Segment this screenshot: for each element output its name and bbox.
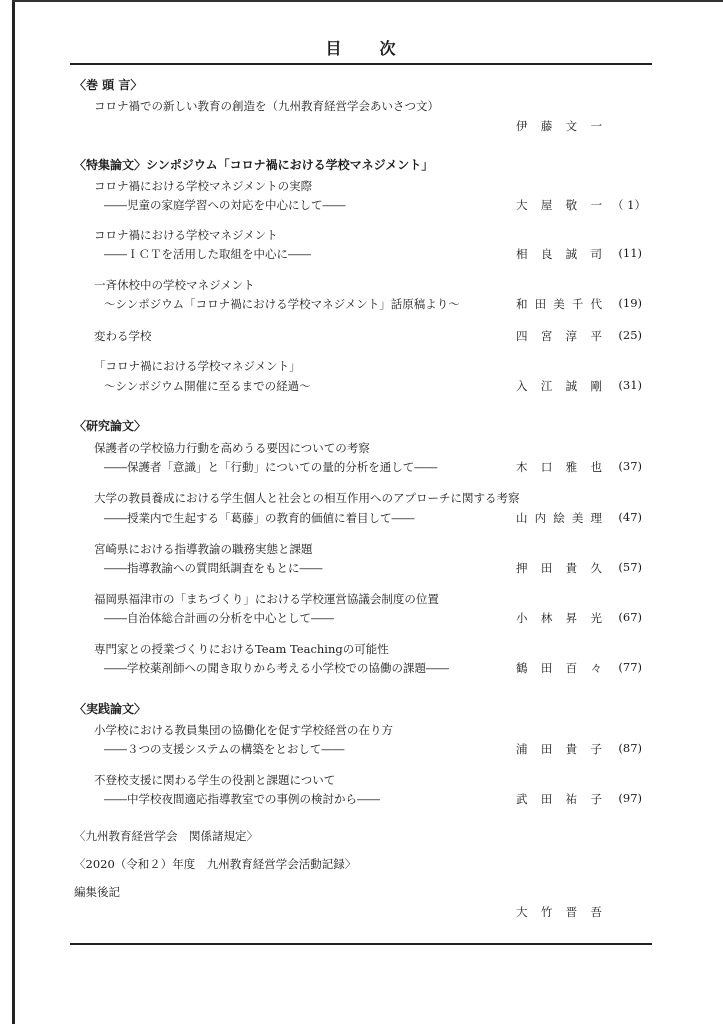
entry-page: (19) xyxy=(618,296,642,310)
entry-subtitle: ――指導教諭への質問紙調査をもとに―― xyxy=(104,561,323,575)
section-heading-jissen: 〈実践論文〉 xyxy=(74,702,147,716)
entry-title: 福岡県福津市の「まちづくり」における学校運営協議会制度の位置 xyxy=(94,592,439,606)
entry-subtitle: ――授業内で生起する「葛藤」の教育的価値に着目して―― xyxy=(104,511,415,525)
entry-title: 宮崎県における指導教諭の職務実態と課題 xyxy=(94,542,313,556)
entry-author: 大屋敬一 xyxy=(516,198,602,212)
entry-page: (57) xyxy=(618,560,642,574)
entry-subtitle: ――学校薬剤師への聞き取りから考える小学校での協働の課題―― xyxy=(104,661,449,675)
entry-subtitle: ――保護者「意識」と「行動」についての量的分析を通して―― xyxy=(104,460,438,474)
entry-page: (31) xyxy=(618,378,642,392)
section-heading-kenkyu: 〈研究論文〉 xyxy=(74,419,147,433)
katsudo-heading: 〈2020（令和２）年度 九州教育経営学会活動記録〉 xyxy=(74,857,357,871)
top-rule xyxy=(70,63,652,65)
entry-subtitle: ――３つの支援システムの構築をとおして―― xyxy=(104,742,345,756)
entry-title: 不登校支援に関わる学生の役割と課題について xyxy=(94,773,336,787)
entry-author: 木口雅也 xyxy=(516,460,602,474)
entry-title: コロナ禍における学校マネジメントの実際 xyxy=(94,179,313,193)
page-title: 目 次 xyxy=(325,39,398,58)
henshu-heading: 編集後記 xyxy=(74,885,120,899)
entry-page: (11) xyxy=(618,246,642,260)
entry-subtitle: ――ＩＣＴを活用した取組を中心に―― xyxy=(104,247,311,261)
entry-author: 浦田貴子 xyxy=(516,742,602,756)
entry-page: (67) xyxy=(618,610,642,624)
entry-subtitle: ～シンポジウム開催に至るまでの経過～ xyxy=(104,379,311,393)
entry-author: 武田祐子 xyxy=(516,792,602,806)
entry-title: コロナ禍での新しい教育の創造を（九州教育経営学会あいさつ文） xyxy=(94,99,439,113)
entry-title: 一斉休校中の学校マネジメント xyxy=(94,278,255,292)
entry-title: 大学の教員養成における学生個人と社会との相互作用へのアプローチに関する考察 xyxy=(94,491,520,505)
entry-page: (47) xyxy=(618,510,642,524)
entry-title: 保護者の学校協力行動を高めうる要因についての考察 xyxy=(94,441,370,455)
entry-author: 小林昇光 xyxy=(516,611,602,625)
henshu-author: 大竹晋吾 xyxy=(516,905,602,919)
entry-page: （ 1） xyxy=(612,198,646,212)
bottom-rule xyxy=(70,943,652,945)
scan-edge-left xyxy=(12,0,15,1024)
entry-subtitle: ～シンポジウム「コロナ禍における学校マネジメント」話原稿より～ xyxy=(104,297,460,311)
entry-page: (97) xyxy=(618,791,642,805)
entry-author: 入江誠剛 xyxy=(516,379,602,393)
entry-author: 伊藤文一 xyxy=(516,119,602,133)
entry-title: コロナ禍における学校マネジメント xyxy=(94,228,278,242)
entry-author: 鶴田百々 xyxy=(516,661,602,675)
entry-title: 小学校における教員集団の協働化を促す学校経営の在り方 xyxy=(94,723,393,737)
entry-author: 和田美千代 xyxy=(516,297,602,311)
entry-author: 四宮淳平 xyxy=(516,329,602,343)
entry-title: 専門家との授業づくりにおけるTeam Teachingの可能性 xyxy=(94,642,389,656)
entry-page: (77) xyxy=(618,660,642,674)
entry-title: 変わる学校 xyxy=(94,329,152,343)
scan-edge-top xyxy=(12,0,723,2)
section-heading-kantogen: 〈巻 頭 言〉 xyxy=(74,78,143,92)
entry-author: 押田貴久 xyxy=(516,561,602,575)
entry-page: (25) xyxy=(618,328,642,342)
entry-title: 「コロナ禍における学校マネジメント」 xyxy=(94,359,301,373)
entry-subtitle: ――児童の家庭学習への対応を中心にして―― xyxy=(104,198,346,212)
kitei-heading: 〈九州教育経営学会 関係諸規定〉 xyxy=(74,829,258,843)
section-heading-tokushu: 〈特集論文〉シンポジウム「コロナ禍における学校マネジメント」 xyxy=(74,158,434,172)
entry-page: (87) xyxy=(618,741,642,755)
entry-author: 相良誠司 xyxy=(516,247,602,261)
entry-author: 山内絵美理 xyxy=(516,511,602,525)
entry-subtitle: ――中学校夜間適応指導教室での事例の検討から―― xyxy=(104,792,380,806)
entry-page: (37) xyxy=(618,459,642,473)
entry-subtitle: ――自治体総合計画の分析を中心として―― xyxy=(104,611,334,625)
